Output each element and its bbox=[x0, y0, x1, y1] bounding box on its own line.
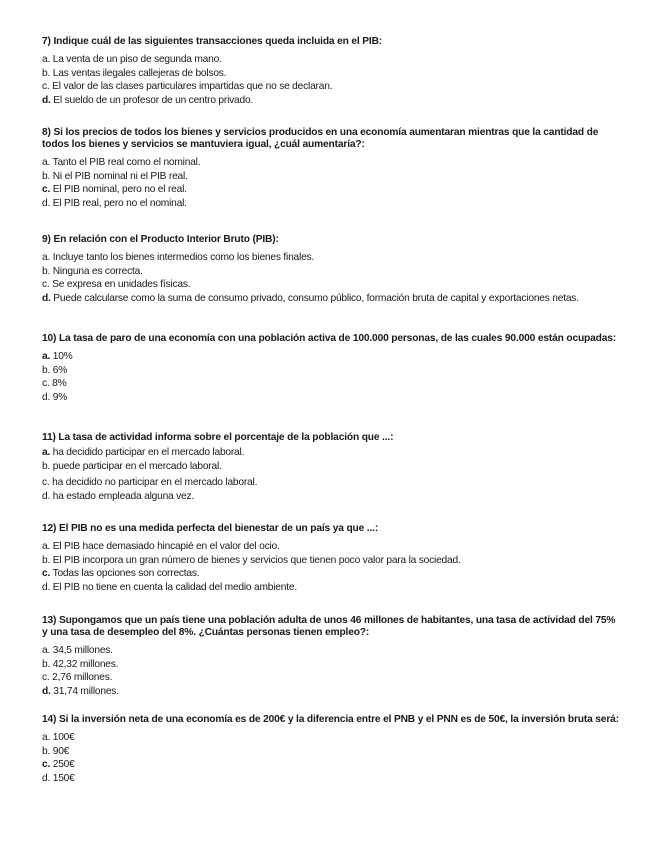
option-b: b. El PIB incorpora un gran número de bienes y servicios que tienen poco valor para la sociedad. bbox=[42, 554, 461, 566]
question-title: 12) El PIB no es una medida perfecta del bienestar de un país ya que ...: bbox=[42, 523, 379, 534]
question-8 bbox=[42, 127, 620, 210]
option-list bbox=[42, 156, 620, 210]
question-title: 14) Si la inversión neta de una economía es de 200€ y la diferencia entre el PNB y el PNN es de 50€, la inversión bruta será: bbox=[42, 714, 619, 725]
option-a: a. 34,5 millones. bbox=[42, 645, 113, 656]
option-b: b. 42,32 millones. bbox=[42, 658, 119, 670]
option-b: b. Ni el PIB nominal ni el PIB real. bbox=[42, 170, 188, 182]
question-9 bbox=[42, 234, 620, 305]
option-b: b. Las ventas ilegales callejeras de bolsos. bbox=[42, 67, 227, 79]
option-a: a. 10% bbox=[42, 351, 73, 362]
option-a: a. El PIB hace demasiado hincapié en el valor del ocio. bbox=[42, 541, 280, 552]
option-list bbox=[42, 644, 620, 698]
option-c: c. Todas las opciones son correctas. bbox=[42, 568, 200, 580]
option-d: d. El PIB no tiene en cuenta la calidad del medio ambiente. bbox=[42, 581, 297, 593]
question-title: 9) En relación con el Producto Interior Bruto (PIB): bbox=[42, 234, 279, 245]
option-b: b. 90€ bbox=[42, 745, 70, 757]
question-10 bbox=[42, 333, 620, 404]
option-c: c. 2,76 millones. bbox=[42, 672, 113, 684]
option-b: b. Ninguna es correcta. bbox=[42, 265, 143, 277]
option-list bbox=[42, 540, 620, 594]
option-a: a. Incluye tanto los bienes intermedios como los bienes finales. bbox=[42, 252, 315, 263]
question-title: 13) Supongamos que un país tiene una población adulta de unos 46 millones de habitantes, una tasa de actividad del 75% y una tasa de desempleo del 8%. ¿Cuántas personas tienen empleo?: bbox=[42, 615, 616, 638]
option-d: d. ha estado empleada alguna vez. bbox=[42, 490, 195, 502]
option-d: d. 9% bbox=[42, 391, 68, 403]
option-c: c. ha decidido no participar en el mercado laboral. bbox=[42, 477, 258, 489]
question-title: 7) Indique cuál de las siguientes transacciones queda incluida en el PIB: bbox=[42, 36, 383, 47]
question-7 bbox=[42, 36, 620, 107]
question-13 bbox=[42, 615, 620, 698]
option-list bbox=[42, 350, 620, 404]
option-d: d. Puede calcularse como la suma de consumo privado, consumo público, formación bruta de capital y exportaciones netas. bbox=[42, 292, 579, 304]
option-list bbox=[42, 731, 620, 785]
option-c: c. El PIB nominal, pero no el real. bbox=[42, 184, 187, 196]
question-12 bbox=[42, 523, 620, 594]
question-title: 10) La tasa de paro de una economía con una población activa de 100.000 personas, de las cuales 90.000 están ocupadas: bbox=[42, 333, 616, 344]
option-b: b. puede participar en el mercado laboral. bbox=[42, 460, 222, 472]
question-title: 11) La tasa de actividad informa sobre el porcentaje de la población que ...: bbox=[42, 432, 394, 443]
option-a: a. ha decidido participar en el mercado laboral. bbox=[42, 447, 245, 458]
question-11 bbox=[42, 432, 620, 503]
question-title: 8) Si los precios de todos los bienes y servicios producidos en una economía aumentaran mientras que la cantidad de todos los bienes y servicios se mantuviera igual, ¿cuál aumentaría?: bbox=[42, 127, 599, 150]
question-14 bbox=[42, 714, 620, 785]
option-d: d. El PIB real, pero no el nominal. bbox=[42, 197, 187, 209]
option-c: c. 8% bbox=[42, 378, 67, 390]
option-a: a. Tanto el PIB real como el nominal. bbox=[42, 157, 201, 168]
option-d: d. 150€ bbox=[42, 772, 75, 784]
option-a: a. La venta de un piso de segunda mano. bbox=[42, 54, 222, 65]
option-c: c. Se expresa en unidades físicas. bbox=[42, 279, 191, 291]
option-c: c. El valor de las clases particulares impartidas que no se declaran. bbox=[42, 81, 333, 93]
option-list bbox=[42, 446, 620, 503]
option-a: a. 100€ bbox=[42, 732, 75, 743]
option-list bbox=[42, 53, 620, 107]
option-d: d. El sueldo de un profesor de un centro privado. bbox=[42, 94, 254, 106]
option-d: d. 31,74 millones. bbox=[42, 685, 119, 697]
option-list bbox=[42, 251, 620, 305]
option-c: c. 250€ bbox=[42, 759, 75, 771]
option-b: b. 6% bbox=[42, 364, 68, 376]
